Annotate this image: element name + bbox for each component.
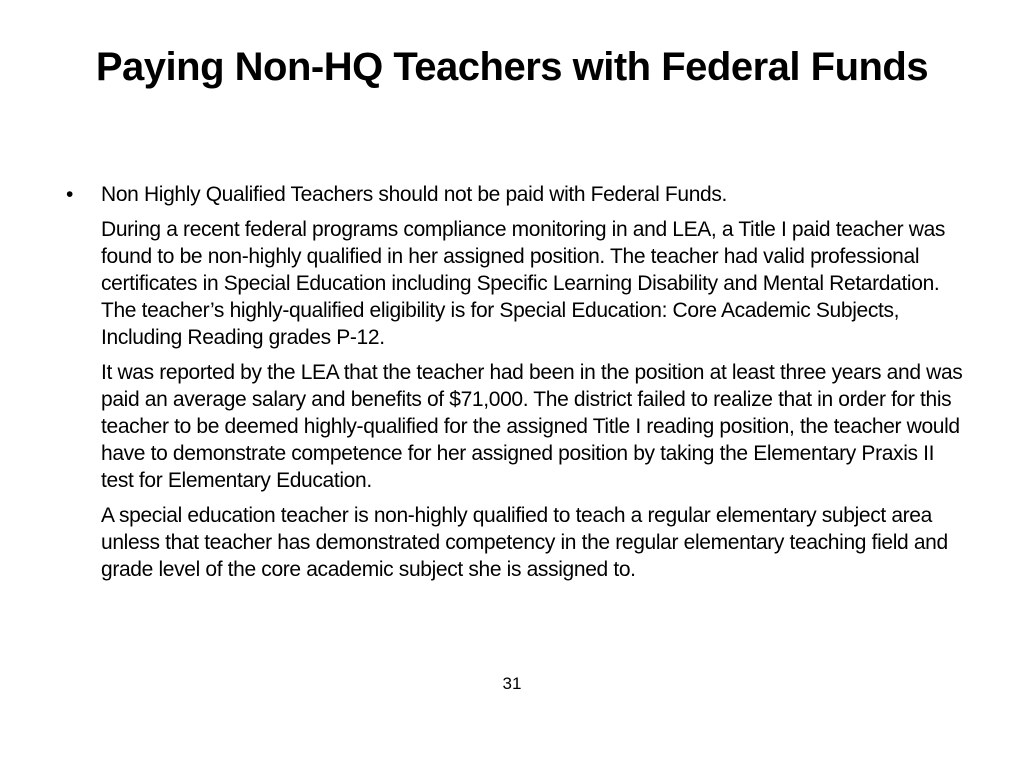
bullet-icon: • (66, 183, 74, 206)
page-number: 31 (502, 674, 522, 693)
bullet-item (60, 181, 970, 208)
paragraph-special-education: A special education teacher is non-highly qualified to teach a regular elementary subject area unless that teacher has demonstrated competency in the regular elementary teaching field and grade level of the core academic subject she is assigned to. (101, 504, 948, 581)
slide-title: Paying Non-HQ Teachers with Federal Funds (95, 45, 929, 89)
slide-content (60, 181, 970, 591)
bullet-text: Non Highly Qualified Teachers should not be paid with Federal Funds. (101, 183, 728, 206)
paragraph-lea-report: It was reported by the LEA that the teacher had been in the position at least three years and was paid an average salary and benefits of $71,000. The district failed to realize that in order for this teacher to be deemed highly-qualified for the assigned Title I reading position, the teacher would have to demonstrate competence for her assigned position by taking the Elementary Praxis II test for Elementary Education. (101, 361, 963, 492)
paragraph-monitoring: During a recent federal programs compliance monitoring in and LEA, a Title I paid teacher was found to be non-highly qualified in her assigned position. The teacher had valid professional certificates in Special Education including Specific Learning Disability and Mental Retardation. The teacher’s highly-qualified eligibility is for Special Education: Core Academic Subjects, Including Reading grades P-12. (101, 218, 946, 349)
